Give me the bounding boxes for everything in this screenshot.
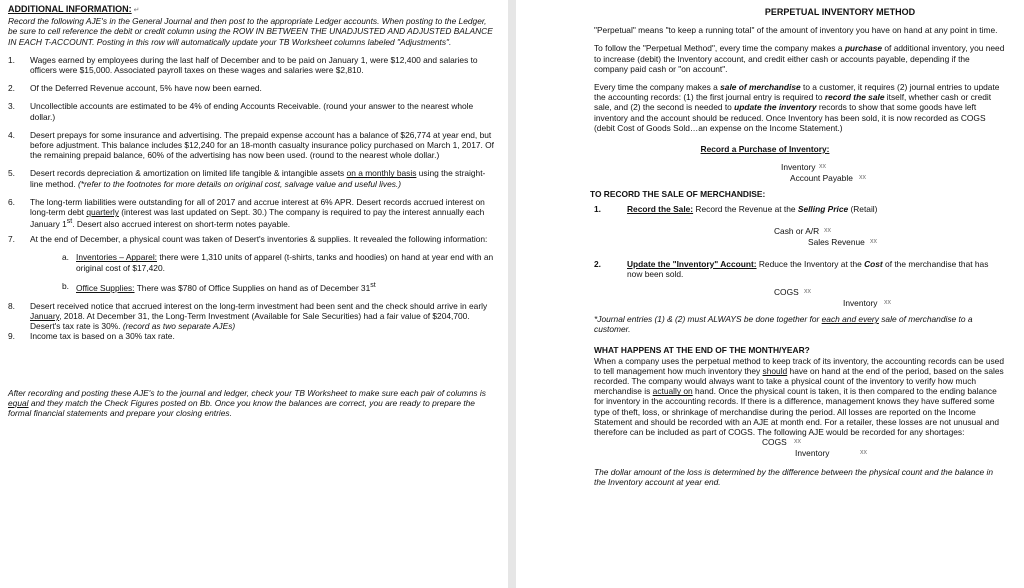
sub-list-item: a. Inventories – Apparel: there were 1,310 units of apparel (t-shirts, tanks and hoodies) on hand at year end with an original cost of $17,420.: [62, 252, 494, 273]
page-title: PERPETUAL INVENTORY METHOD: [764, 7, 916, 17]
journal-entry-credit: Account Payable xx: [790, 173, 866, 184]
perpetual-definition: "Perpetual" means "to keep a running total" of the amount of inventory you have on hand at any point in time.: [594, 25, 998, 36]
paragraph-mark-icon: ↵: [131, 7, 140, 14]
journal-entry-credit: Inventory xx: [795, 448, 867, 459]
list-item: 4. Desert prepays for some insurance and advertising. The prepaid expense account has a balance of $26,774 at year end, but before adjustment. This balance includes $12,240 for an 18-month casualty insurance policy purchased on March 1, 2017. Of the remaining prepaid balance, 60% of the advertising has now been used. (round to the nearest whole dollar.): [8, 129, 495, 161]
list-item: 7. At the end of December, a physical count was taken of Desert's inventories & supplies. It revealed the following information:: [8, 234, 488, 245]
sub-list-item: b. Office Supplies: There was $780 of Office Supplies on hand as of December 31st: [62, 280, 376, 293]
purchase-paragraph: To follow the "Perpetual Method", every time the company makes a purchase of additional inventory, you need to increase (debit) the Inventory account, and credit either cash or accounts payable, depending if the company paid cash or "on account".: [594, 43, 1005, 74]
journal-entry-credit: Sales Revenue xx: [808, 236, 877, 247]
list-item: 8. Desert received notice that accrued interest on the long-term investment had been sent and the check should arrive in early January, 2018. At December 31, the Long-Term Investment (Available for Sale Securities) had a fair value of $204,700. Desert's tax rate is 30%. (record as two separate AJEs): [8, 300, 488, 332]
intro-paragraph: Record the following AJE's in the General Journal and then post to the appropriate Ledger accounts. When posting to the Ledger, be sure to cell reference the debit or credit column using the ROW IN BETWEEN THE UNADJUSTED AND ADJUSTED BALANCE IN EACH T-ACCOUNT. Posting in this row will automatically update your TB Worksheet columns labeled "Adjustments".: [8, 16, 493, 47]
purchase-heading: Record a Purchase of Inventory:: [700, 144, 830, 155]
journal-entry-debit: COGS xx: [774, 287, 811, 298]
list-item: 3. Uncollectible accounts are estimated to be 4% of ending Accounts Receivable. (round your answer to the nearest whole dollar.): [8, 101, 474, 122]
additional-info-heading: ADDITIONAL INFORMATION:: [8, 4, 132, 14]
journal-entry-debit: Cash or A/R xx: [774, 225, 831, 236]
list-item: 9. Income tax is based on a 30% tax rate.: [8, 331, 175, 342]
list-item: 6. The long-term liabilities were outstanding for all of 2017 and accrue interest at 6% APR. Desert records accrued interest on long-term debt quarterly (interest was last updated on Sept. 30.) The company is required to pay the interest annually each January 1st. Desert also accrued interest on short-term notes payable.: [8, 196, 485, 230]
left-page: [0, 0, 508, 588]
journal-entry-credit: Inventory xx: [843, 298, 891, 309]
list-item: 5. Desert records depreciation & amortization on limited life tangible & intangible assets on a monthly basis using the straight-line method. (*refer to the footnotes for more details on original cost, salvage value and useful lives.): [8, 168, 486, 189]
month-end-paragraph: When a company uses the perpetual method to keep track of its inventory, the accounting records can be used to tell management how much inventory they should have on hand at the end of the period, based on the sales recorded. The company would always want to take a physical count of the inventory to verify how much merchandise is actually on hand. Once the physical count is taken, it is then compared to the ending balance for inventory in the accounting records. If there is a difference, management knows they have suffered some type of theft, loss, or shrinkage of merchandise during the period. All losses are reported on the Income Statement and should be recorded with an AJE at month end. For a retailer, these losses are not unusual and therefore can be included as part of COGS. The following AJE would be recorded for any shortages:: [594, 355, 1004, 438]
list-item: 1. Wages earned by employees during the last half of December and to be paid on January 1, were $12,400 and salaries to officers were $15,000. Associated payroll taxes on these wages and salaries were $2,810.: [8, 54, 478, 76]
sale-heading: TO RECORD THE SALE OF MERCHANDISE:: [590, 189, 766, 200]
step-update-inventory: 2. Update the "Inventory" Account: Reduce the Inventory at the Cost of the merchandise that has now been sold.: [594, 258, 989, 279]
right-page: [516, 0, 1024, 588]
journal-entry-debit: COGS xx: [762, 437, 801, 448]
loss-note: The dollar amount of the loss is determined by the difference between the physical count and the balance in the Inventory account at year end.: [594, 467, 993, 488]
sale-paragraph: Every time the company makes a sale of merchandise to a customer, it requires (2) journal entries to update the accounting records: (1) the first journal entry is required to record the sale itself, whether cash or credit sale, and (2) the second is needed to update the inventory records to show that some goods have left inventory and the account should be reduced. Once Inventory has been sold, it is now recorded as COGS (debit Cost of Goods Sold…an expense on the Income Statement.): [594, 82, 1000, 133]
journal-entry-debit: Inventory xx: [781, 162, 826, 173]
closing-paragraph: After recording and posting these AJE's to the journal and ledger, check your TB Worksheet to make sure each pair of columns is equal and they match the Check Figures posted on Bb. Once you know the balances are correct, you are ready to prepare the formal financial statements and prepare your closing entries.: [8, 387, 486, 419]
step-record-sale: 1. Record the Sale: Record the Revenue at the Selling Price (Retail): [594, 204, 878, 215]
journal-entries-note: *Journal entries (1) & (2) must ALWAYS be done together for each and every sale of merchandise to a customer.: [594, 314, 973, 335]
month-end-heading: WHAT HAPPENS AT THE END OF THE MONTH/YEAR?: [594, 345, 810, 356]
list-item: 2. Of the Deferred Revenue account, 5% have now been earned.: [8, 83, 262, 94]
